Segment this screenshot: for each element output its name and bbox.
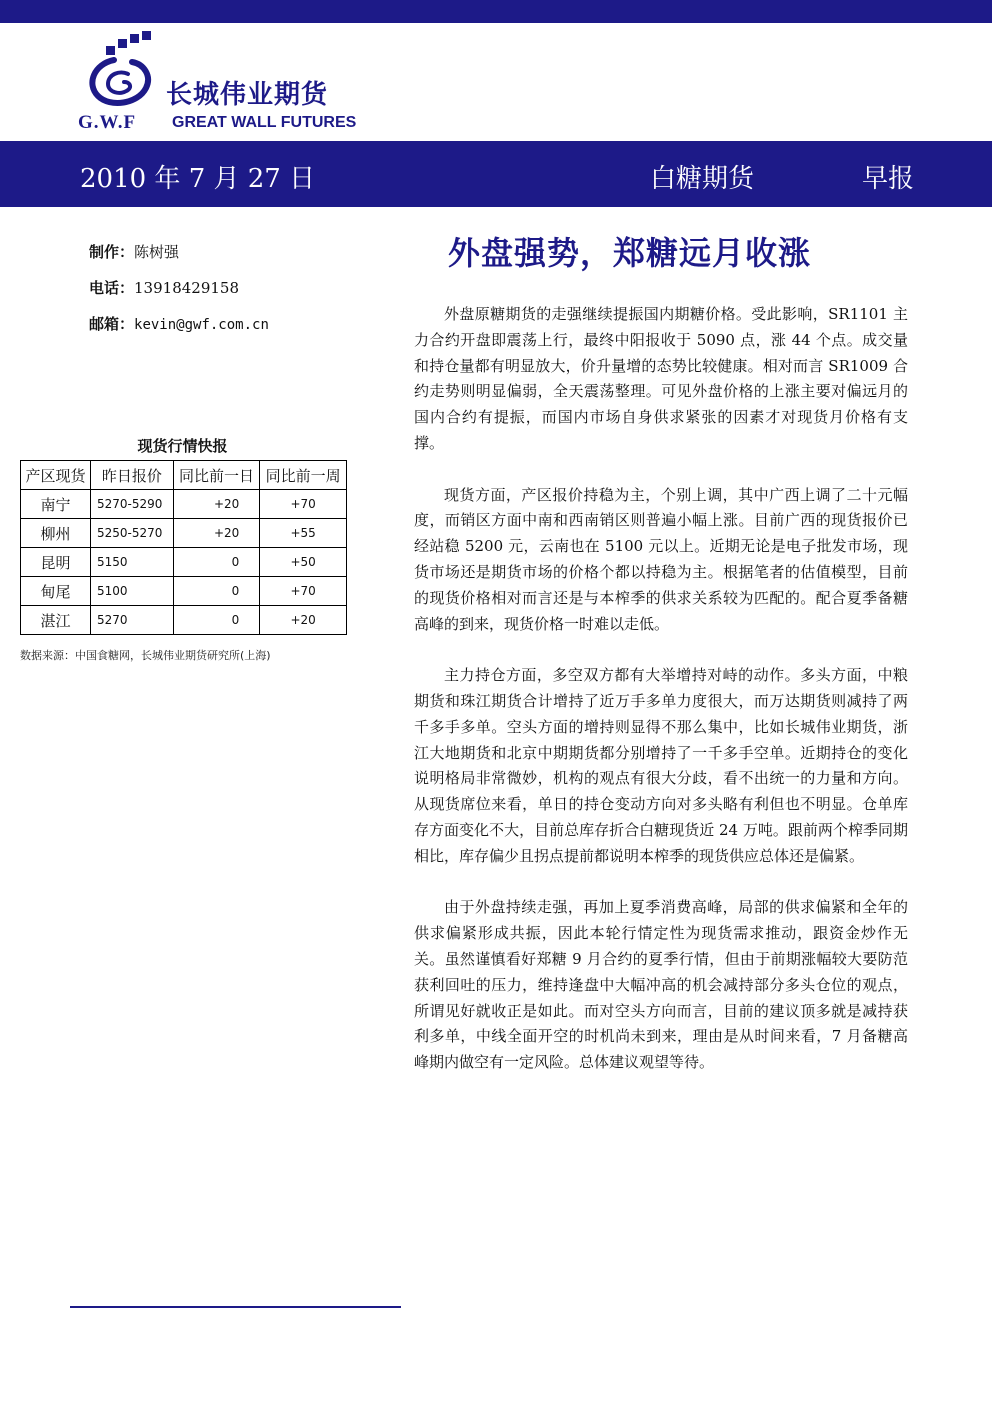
phone-number: 13918429158: [134, 279, 239, 297]
article-paragraph: 现货方面，产区报价持稳为主，个别上调，其中广西上调了二十元幅度，而销区方面中南和西南销区则普遍小幅上涨。目前广西的现货报价已经站稳 5200 元，云南也在 5100 元以上。近期无论是电子批发市场，现货市场还是期货市场的价格个都以持稳为主。根据笔者的估值模型，目前的现货价格相对而言还是与本榨季的供求关系较为匹配的。配合夏季备糖高峰的到来，现货价格一时难以走低。: [414, 485, 908, 633]
company-name-en: GREAT WALL FUTURES: [172, 114, 357, 131]
week-change-cell: +70: [260, 490, 347, 519]
spot-table-title: 现货行情快报: [137, 437, 228, 455]
table-header-row: [21, 461, 347, 490]
city-cell: 湛江: [21, 606, 91, 635]
day-change-cell: 0: [173, 606, 260, 635]
price-cell: 5150: [91, 548, 174, 577]
city-cell: 南宁: [21, 490, 91, 519]
report-date: 2010 年 7 月 27 日: [80, 164, 316, 194]
column-header: 产区现货: [21, 461, 91, 490]
phone-row: [89, 276, 269, 312]
author-name: 陈树强: [134, 243, 180, 261]
city-cell: 柳州: [21, 519, 91, 548]
price-cell: 5270-5290: [91, 490, 174, 519]
company-name-cn: 长城伟业期货: [166, 80, 329, 110]
column-header: 同比前一周: [260, 461, 347, 490]
week-change-cell: +20: [260, 606, 347, 635]
phone-label: 电话：: [89, 279, 135, 297]
column-header: 同比前一日: [173, 461, 260, 490]
city-cell: 甸尾: [21, 577, 91, 606]
great-wall-swirl-logo-icon: [80, 30, 160, 108]
price-cell: 5100: [91, 577, 174, 606]
article-paragraph: 主力持仓方面，多空双方都有大举增持对峙的动作。多头方面，中粮期货和珠江期货合计增持了近万手多单力度很大，而万达期货则减持了两千多手多单。空头方面的增持则显得不那么集中，比如长城伟业期货，浙江大地期货和北京中期期货都分别增持了一千多手空单。近期持仓的变化说明格局非常微妙，机构的观点有很大分歧，看不出统一的力量和方向。从现货席位来看，单日的持仓变动方向对多头略有利但也不明显。仓单库存方面变化不大，目前总库存折合白糖现货近 24 万吨。跟前两个榨季同期相比，库存偏少且拐点提前都说明本榨季的现货供应总体还是偏紧。: [414, 666, 908, 865]
footer-divider: [70, 1306, 401, 1308]
column-header: 昨日报价: [91, 461, 174, 490]
data-source-note: 数据来源：中国食糖网，长城伟业期货研究所(上海): [20, 649, 271, 662]
author-info: [89, 240, 269, 348]
article-headline: 外盘强势，郑糖远月收涨: [448, 234, 812, 272]
price-cell: 5250-5270: [91, 519, 174, 548]
email-label: 邮箱：: [89, 315, 135, 333]
day-change-cell: 0: [173, 548, 260, 577]
day-change-cell: +20: [173, 519, 260, 548]
company-abbr: G.W.F: [78, 112, 137, 133]
day-change-cell: 0: [173, 577, 260, 606]
spot-price-table: [20, 460, 347, 635]
table-row: [21, 577, 347, 606]
email-address[interactable]: kevin@gwf.com.cn: [134, 317, 269, 333]
article-paragraph: 由于外盘持续走强，再加上夏季消费高峰，局部的供求偏紧和全年的供求偏紧形成共振，因此本轮行情定性为现货需求推动，跟资金炒作无关。虽然谨慎看好郑糖 9 月合约的夏季行情，但由于前期涨幅较大要防范获利回吐的压力，维持逢盘中大幅冲高的机会减持部分多头仓位的观点，所谓见好就收正是如此。而对空头方向而言，目前的建议顶多就是减持获利多单，中线全面开空的时机尚未到来，理由是从时间来看，7 月备糖高峰期内做空有一定风险。总体建议观望等待。: [414, 898, 908, 1072]
company-logo: [74, 30, 374, 140]
table-row: [21, 606, 347, 635]
table-row: [21, 519, 347, 548]
week-change-cell: +55: [260, 519, 347, 548]
report-kind: 早报: [862, 164, 915, 194]
price-cell: 5270: [91, 606, 174, 635]
week-change-cell: +70: [260, 577, 347, 606]
table-row: [21, 490, 347, 519]
table-row: [21, 548, 347, 577]
article-body: [414, 302, 908, 1102]
email-row: [89, 312, 269, 348]
week-change-cell: +50: [260, 548, 347, 577]
report-category: 白糖期货: [650, 164, 755, 194]
top-color-bar: [0, 0, 992, 23]
city-cell: 昆明: [21, 548, 91, 577]
report-header-band: [0, 141, 992, 207]
day-change-cell: +20: [173, 490, 260, 519]
article-paragraph: 外盘原糖期货的走强继续提振国内期糖价格。受此影响，SR1101 主力合约开盘即震荡上行，最终中阳报收于 5090 点，涨 44 个点。成交量和持仓量都有明显放大，价升量增的态势比较健康。相对而言 SR1009 合约走势则明显偏弱，全天震荡整理。可见外盘价格的上涨主要对偏远月的国内合约有提振，而国内市场自身供求紧张的因素才对现货月价格有支撑。: [414, 305, 908, 452]
author-label: 制作：: [89, 243, 135, 261]
author-row: [89, 240, 269, 276]
